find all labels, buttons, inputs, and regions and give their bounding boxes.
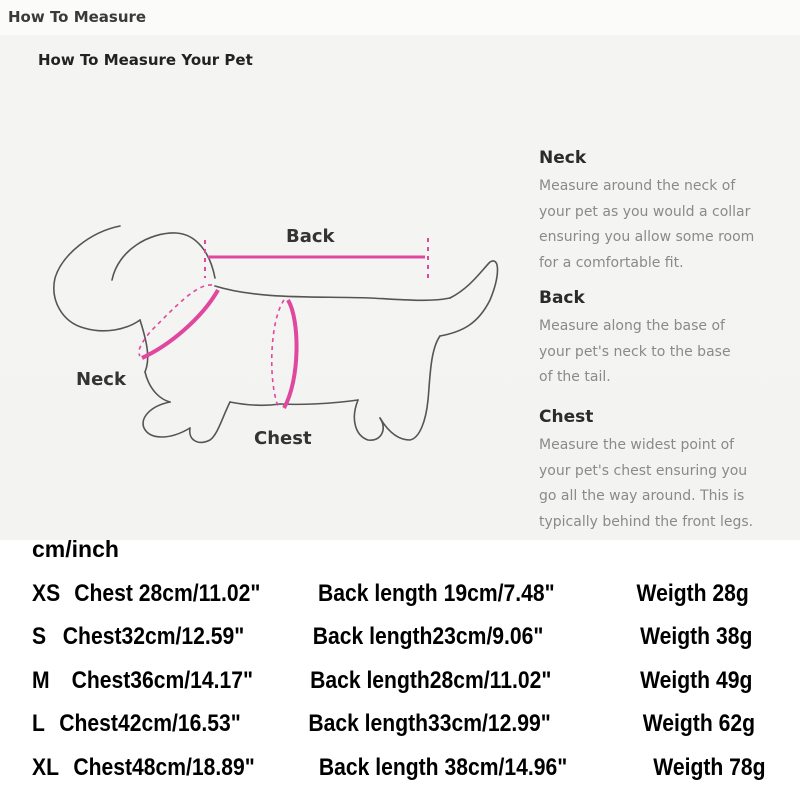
chest-measure-line — [272, 300, 297, 408]
instruction-heading: Back — [539, 288, 585, 308]
chest-value: Chest42cm/16.53" — [59, 710, 241, 737]
instruction-heading: Chest — [539, 407, 594, 427]
chest-value: Chest 28cm/11.02" — [74, 580, 261, 607]
back-length-value: Back length23cm/9.06" — [312, 623, 544, 650]
instruction-back — [539, 288, 789, 391]
weight-value: Weigth 78g — [653, 754, 766, 781]
diagram-label-chest: Chest — [254, 428, 312, 449]
weight-value: Weigth 49g — [640, 667, 753, 694]
diagram-label-back: Back — [286, 226, 335, 247]
back-length-value: Back length28cm/11.02" — [310, 667, 552, 694]
size-label: L — [32, 710, 45, 737]
instruction-text: Measure the widest point of your pet's chest ensuring you go all the way around. This is typically behind the front legs. — [539, 437, 754, 530]
size-label: S — [32, 623, 47, 650]
instruction-heading: Neck — [539, 148, 587, 168]
header-title: How To Measure — [8, 8, 147, 26]
back-length-value: Back length 19cm/7.48" — [318, 580, 555, 607]
chest-value: Chest36cm/14.17" — [71, 667, 254, 694]
weight-value: Weigth 62g — [642, 710, 755, 737]
chest-value: Chest48cm/18.89" — [73, 754, 255, 781]
instruction-chest — [539, 407, 789, 535]
weight-value: Weigth 28g — [636, 580, 749, 607]
weight-value: Weigth 38g — [640, 623, 753, 650]
size-label: M — [32, 667, 50, 694]
size-chart-units: cm/inch — [32, 536, 119, 562]
instruction-neck — [539, 148, 789, 276]
size-label: XS — [32, 580, 61, 607]
back-length-value: Back length33cm/12.99" — [308, 710, 551, 737]
chest-value: Chest32cm/12.59" — [62, 623, 245, 650]
size-label: XL — [32, 754, 59, 781]
section-title: How To Measure Your Pet — [38, 51, 253, 69]
diagram-label-neck: Neck — [76, 369, 126, 390]
instruction-text: Measure along the base of your pet's neck to the base of the tail. — [539, 318, 731, 385]
back-length-value: Back length 38cm/14.96" — [318, 754, 568, 781]
neck-measure-line — [139, 285, 218, 358]
instruction-text: Measure around the neck of your pet as you would a collar ensuring you allow some room for a comfortable fit. — [539, 178, 755, 271]
